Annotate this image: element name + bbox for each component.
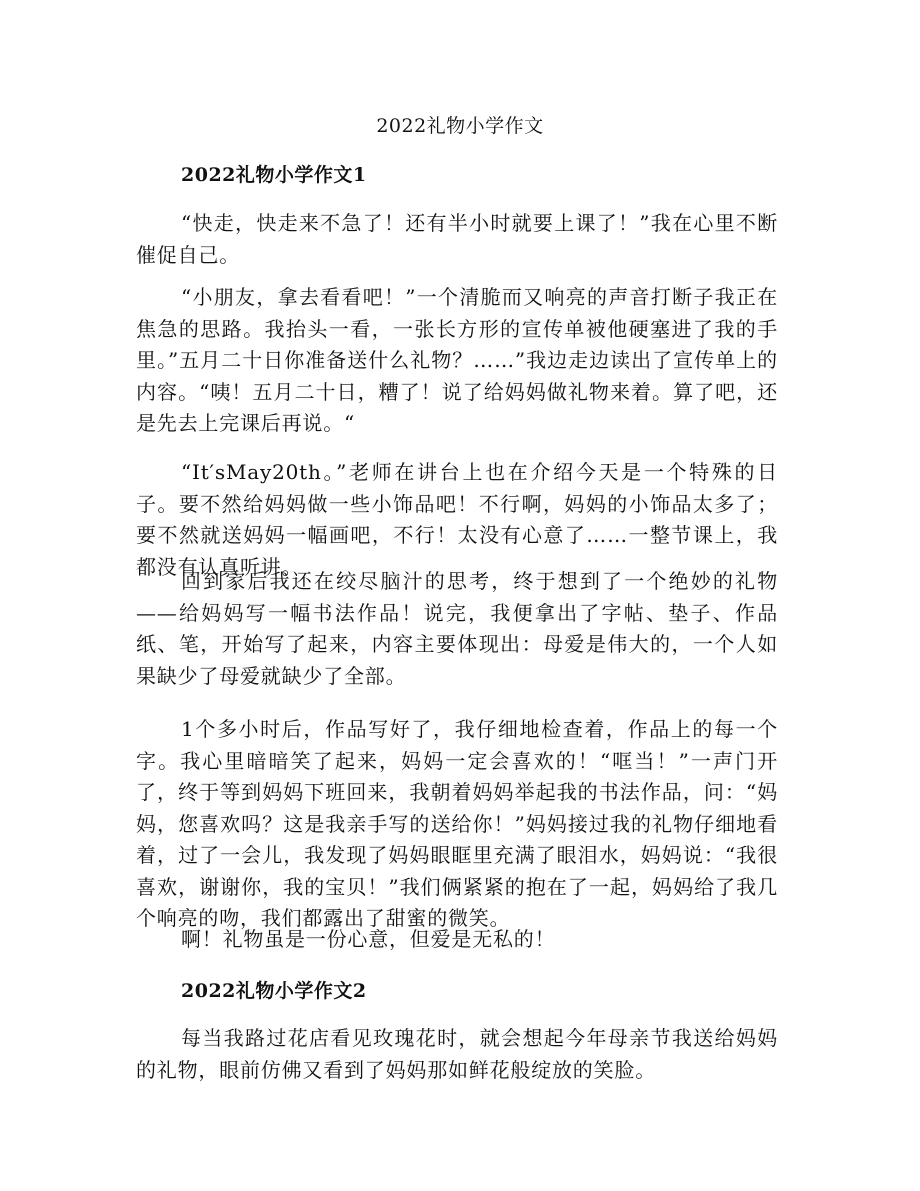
paragraph: 啊！礼物虽是一份心意，但爱是无私的！ xyxy=(181,927,556,951)
section-heading-2: 2022礼物小学作文2 xyxy=(181,980,367,1002)
paragraph: 1个多小时后，作品写好了，我仔细地检查着，作品上的每一个字。我心里暗暗笑了起来，妈妈一定会喜欢的！“哐当！”一声门开了，终于等到妈妈下班回来，我朝着妈妈举起我的书法作品，问：“妈妈，您喜欢吗？这是我亲手写的送给你！”妈妈接过我的礼物仔细地看着，过了一会儿，我发现了妈妈眼眶里充满了眼泪水，妈妈说：“我很喜欢，谢谢你，我的宝贝！”我们俩紧紧的抱在了一起，妈妈给了我几个响亮的吻，我们都露出了甜蜜的微笑。 xyxy=(136,717,778,930)
document-title: 2022礼物小学作文 xyxy=(376,115,544,137)
paragraph: “小朋友，拿去看看吧！”一个清脆而又响亮的声音打断子我正在焦急的思路。我抬头一看，一张长方形的宣传单被他硬塞进了我的手里。”五月二十日你准备送什么礼物？……”我边走边读出了宣传单上的内容。“咦！五月二十日，糟了！说了给妈妈做礼物来着。算了吧，还是先去上完课后再说。“ xyxy=(136,285,778,435)
section-heading-1: 2022礼物小学作文1 xyxy=(181,164,367,186)
paragraph: 每当我路过花店看见玫瑰花时，就会想起今年母亲节我送给妈妈的礼物，眼前仿佛又看到了妈妈那如鲜花般绽放的笑脸。 xyxy=(136,1026,778,1082)
paragraph: “快走，快走来不急了！还有半小时就要上课了！”我在心里不断催促自己。 xyxy=(136,211,778,267)
paragraph: “It′sMay20th。”老师在讲台上也在介绍今天是一个特殊的日子。要不然给妈妈做一些小饰品吧！不行啊，妈妈的小饰品太多了；要不然就送妈妈一幅画吧，不行！太没有心意了……一整节课上，我都没有认真听讲。 xyxy=(136,460,778,579)
paragraph: 回到家后我还在绞尽脑汁的思考，终于想到了一个绝妙的礼物——给妈妈写一幅书法作品！说完，我便拿出了字帖、垫子、作品纸、笔，开始写了起来，内容主要体现出：母爱是伟大的，一个人如果缺少了母爱就缺少了全部。 xyxy=(136,569,778,688)
